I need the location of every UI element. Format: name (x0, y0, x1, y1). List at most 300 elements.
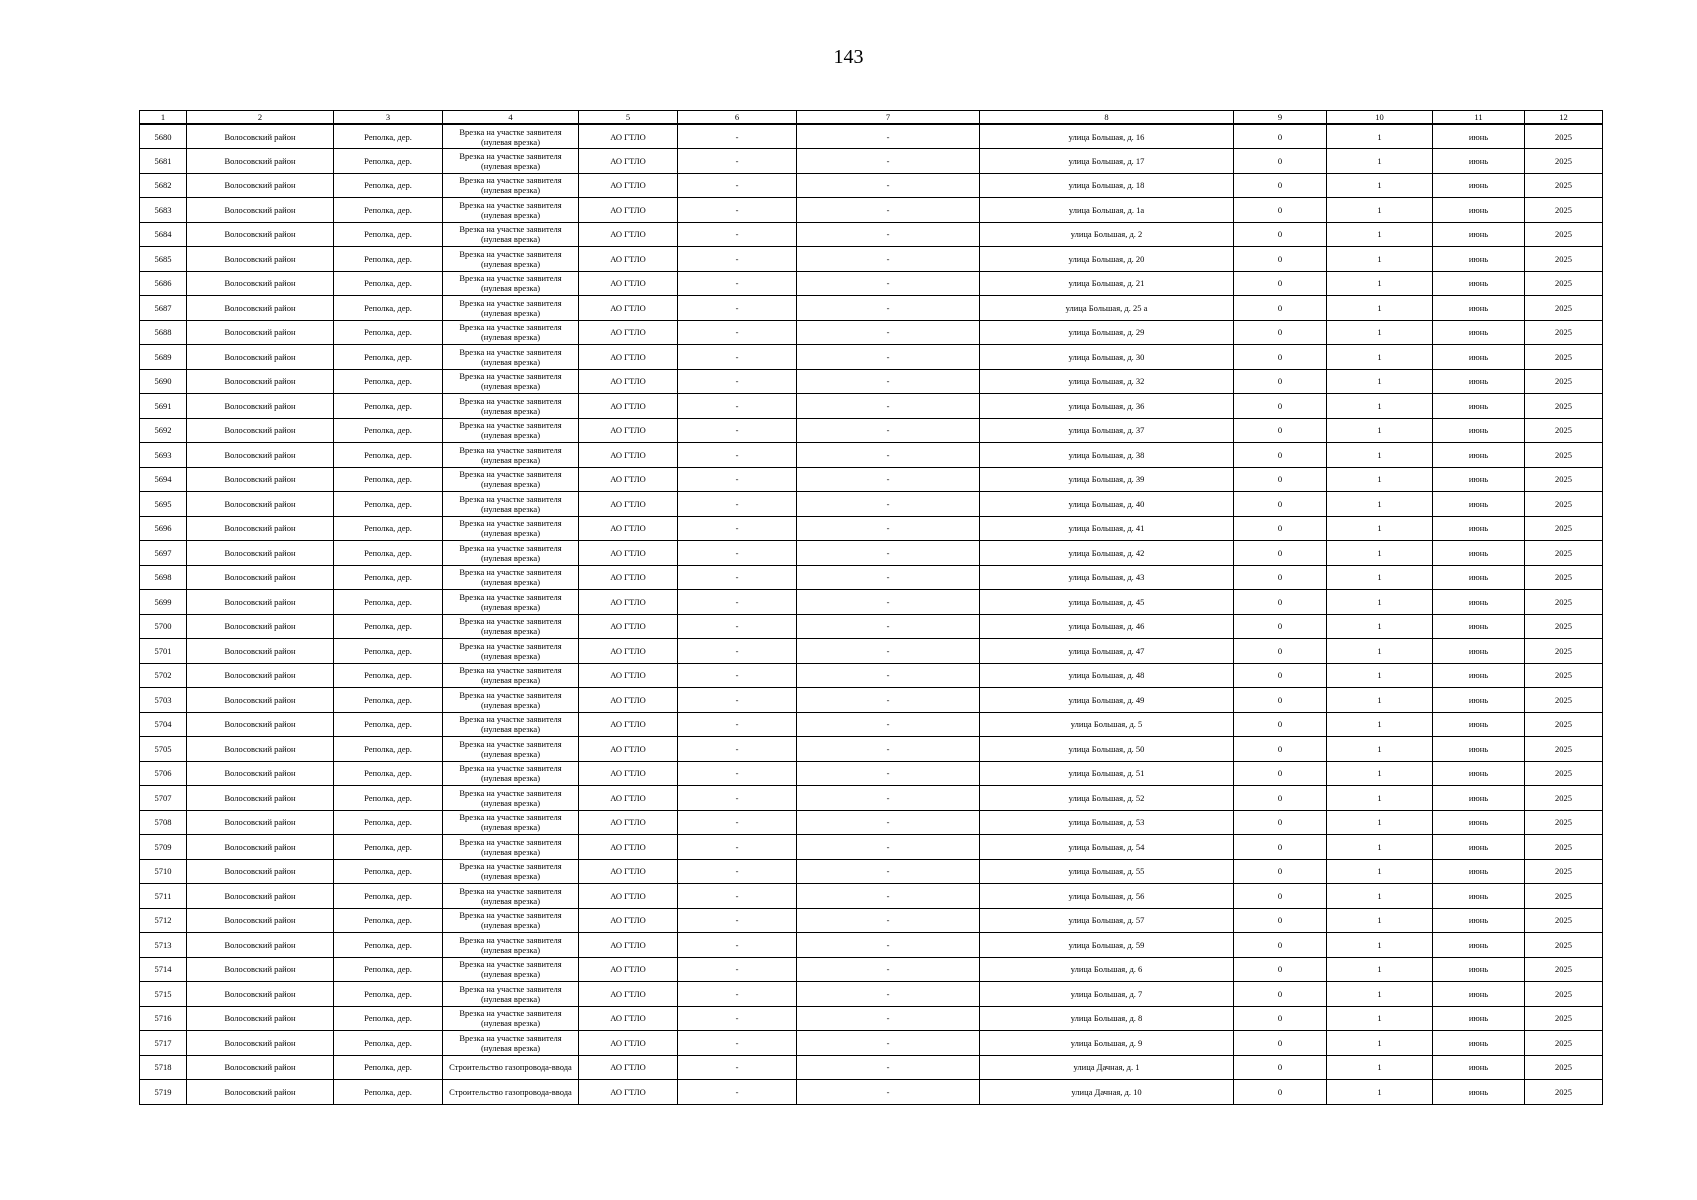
work-type-cell (443, 859, 579, 884)
locality-cell: Реполка, дер. (334, 565, 443, 590)
column-header: 9 (1234, 111, 1327, 125)
column-header: 8 (980, 111, 1234, 125)
month-cell: июнь (1433, 492, 1525, 517)
address-cell: улица Большая, д. 43 (980, 565, 1234, 590)
column-9-cell: 0 (1234, 1080, 1327, 1105)
year-cell: 2025 (1525, 908, 1603, 933)
work-type-cell (443, 443, 579, 468)
work-type-line: Врезка на участке заявителя (459, 812, 562, 823)
column-7-cell: - (797, 884, 980, 909)
work-type-line: (нулевая врезка) (480, 185, 541, 196)
month-cell: июнь (1433, 443, 1525, 468)
month-cell: июнь (1433, 467, 1525, 492)
organization-cell: АО ГТЛО (579, 712, 678, 737)
district-cell: Волосовский район (187, 247, 334, 272)
row-number-cell: 5709 (140, 835, 187, 860)
organization-cell: АО ГТЛО (579, 663, 678, 688)
work-type-line: Врезка на участке заявителя (459, 567, 562, 578)
column-6-cell: - (678, 443, 797, 468)
year-cell: 2025 (1525, 1006, 1603, 1031)
table-row (140, 908, 1603, 933)
year-cell: 2025 (1525, 614, 1603, 639)
district-cell: Волосовский район (187, 957, 334, 982)
column-9-cell: 0 (1234, 614, 1327, 639)
work-type-line: Врезка на участке заявителя (459, 322, 562, 333)
column-10-cell: 1 (1327, 1006, 1433, 1031)
table-row (140, 590, 1603, 615)
year-cell: 2025 (1525, 761, 1603, 786)
work-type-cell (443, 908, 579, 933)
organization-cell: АО ГТЛО (579, 516, 678, 541)
column-6-cell: - (678, 1006, 797, 1031)
row-number-cell: 5695 (140, 492, 187, 517)
work-type-line: Строительство газопровода-ввода (449, 1062, 572, 1073)
locality-cell: Реполка, дер. (334, 614, 443, 639)
header-row (140, 111, 1603, 125)
column-9-cell: 0 (1234, 173, 1327, 198)
organization-cell: АО ГТЛО (579, 443, 678, 468)
work-type-cell (443, 467, 579, 492)
locality-cell: Реполка, дер. (334, 516, 443, 541)
work-type-line: Врезка на участке заявителя (459, 542, 562, 553)
column-6-cell: - (678, 565, 797, 590)
column-6-cell: - (678, 173, 797, 198)
work-type-line: Врезка на участке заявителя (459, 640, 562, 651)
work-type-line: (нулевая врезка) (480, 748, 541, 759)
column-9-cell: 0 (1234, 908, 1327, 933)
address-cell: улица Большая, д. 47 (980, 639, 1234, 664)
district-cell: Волосовский район (187, 908, 334, 933)
row-number-cell: 5693 (140, 443, 187, 468)
district-cell: Волосовский район (187, 541, 334, 566)
table-row (140, 345, 1603, 370)
column-9-cell: 0 (1234, 590, 1327, 615)
work-type-cell (443, 835, 579, 860)
address-cell: улица Большая, д. 7 (980, 982, 1234, 1007)
column-10-cell: 1 (1327, 1080, 1433, 1105)
column-9-cell: 0 (1234, 1031, 1327, 1056)
column-6-cell: - (678, 492, 797, 517)
work-type-line: (нулевая врезка) (480, 724, 541, 735)
column-10-cell: 1 (1327, 884, 1433, 909)
column-7-cell: - (797, 173, 980, 198)
table-row (140, 1031, 1603, 1056)
column-10-cell: 1 (1327, 1031, 1433, 1056)
locality-cell: Реполка, дер. (334, 467, 443, 492)
column-6-cell: - (678, 688, 797, 713)
table-row (140, 1055, 1603, 1080)
column-9-cell: 0 (1234, 222, 1327, 247)
column-7-cell: - (797, 590, 980, 615)
table-row (140, 467, 1603, 492)
address-cell: улица Большая, д. 46 (980, 614, 1234, 639)
column-7-cell: - (797, 859, 980, 884)
address-cell: улица Большая, д. 51 (980, 761, 1234, 786)
work-type-cell (443, 1080, 579, 1105)
column-7-cell: - (797, 639, 980, 664)
address-cell: улица Большая, д. 40 (980, 492, 1234, 517)
work-type-cell (443, 565, 579, 590)
row-number-cell: 5700 (140, 614, 187, 639)
month-cell: июнь (1433, 173, 1525, 198)
row-number-cell: 5711 (140, 884, 187, 909)
district-cell: Волосовский район (187, 737, 334, 762)
row-number-cell: 5690 (140, 369, 187, 394)
column-9-cell: 0 (1234, 296, 1327, 321)
column-10-cell: 1 (1327, 345, 1433, 370)
column-9-cell: 0 (1234, 149, 1327, 174)
column-6-cell: - (678, 786, 797, 811)
work-type-cell (443, 345, 579, 370)
address-cell: улица Большая, д. 2 (980, 222, 1234, 247)
year-cell: 2025 (1525, 443, 1603, 468)
column-9-cell: 0 (1234, 957, 1327, 982)
month-cell: июнь (1433, 1031, 1525, 1056)
year-cell: 2025 (1525, 124, 1603, 149)
row-number-cell: 5687 (140, 296, 187, 321)
table-row (140, 198, 1603, 223)
address-cell: улица Большая, д. 45 (980, 590, 1234, 615)
year-cell: 2025 (1525, 786, 1603, 811)
work-type-cell (443, 590, 579, 615)
work-type-line: Врезка на участке заявителя (459, 616, 562, 627)
column-10-cell: 1 (1327, 957, 1433, 982)
address-cell: улица Большая, д. 17 (980, 149, 1234, 174)
table-row (140, 884, 1603, 909)
row-number-cell: 5706 (140, 761, 187, 786)
work-type-cell (443, 516, 579, 541)
column-10-cell: 1 (1327, 688, 1433, 713)
organization-cell: АО ГТЛО (579, 1055, 678, 1080)
month-cell: июнь (1433, 222, 1525, 247)
locality-cell: Реполка, дер. (334, 394, 443, 419)
work-type-line: (нулевая врезка) (480, 528, 541, 539)
column-10-cell: 1 (1327, 835, 1433, 860)
work-type-line: (нулевая врезка) (480, 356, 541, 367)
district-cell: Волосовский район (187, 688, 334, 713)
column-7-cell: - (797, 345, 980, 370)
locality-cell: Реполка, дер. (334, 1080, 443, 1105)
column-7-cell: - (797, 541, 980, 566)
column-9-cell: 0 (1234, 345, 1327, 370)
work-type-line: Врезка на участке заявителя (459, 346, 562, 357)
month-cell: июнь (1433, 516, 1525, 541)
row-number-cell: 5714 (140, 957, 187, 982)
month-cell: июнь (1433, 761, 1525, 786)
month-cell: июнь (1433, 418, 1525, 443)
organization-cell: АО ГТЛО (579, 933, 678, 958)
month-cell: июнь (1433, 810, 1525, 835)
column-10-cell: 1 (1327, 296, 1433, 321)
work-type-line: Врезка на участке заявителя (459, 738, 562, 749)
row-number-cell: 5717 (140, 1031, 187, 1056)
month-cell: июнь (1433, 320, 1525, 345)
locality-cell: Реполка, дер. (334, 737, 443, 762)
address-cell: улица Большая, д. 9 (980, 1031, 1234, 1056)
column-9-cell: 0 (1234, 516, 1327, 541)
work-type-line: (нулевая врезка) (480, 626, 541, 637)
district-cell: Волосовский район (187, 271, 334, 296)
year-cell: 2025 (1525, 345, 1603, 370)
locality-cell: Реполка, дер. (334, 957, 443, 982)
column-10-cell: 1 (1327, 933, 1433, 958)
work-type-cell (443, 982, 579, 1007)
address-cell: улица Большая, д. 16 (980, 124, 1234, 149)
locality-cell: Реполка, дер. (334, 345, 443, 370)
row-number-cell: 5716 (140, 1006, 187, 1031)
organization-cell: АО ГТЛО (579, 369, 678, 394)
column-6-cell: - (678, 198, 797, 223)
column-7-cell: - (797, 443, 980, 468)
row-number-cell: 5694 (140, 467, 187, 492)
column-7-cell: - (797, 957, 980, 982)
year-cell: 2025 (1525, 737, 1603, 762)
column-6-cell: - (678, 1055, 797, 1080)
column-7-cell: - (797, 982, 980, 1007)
column-9-cell: 0 (1234, 443, 1327, 468)
month-cell: июнь (1433, 1055, 1525, 1080)
table-row (140, 369, 1603, 394)
column-9-cell: 0 (1234, 541, 1327, 566)
work-type-cell (443, 810, 579, 835)
work-type-line: Врезка на участке заявителя (459, 175, 562, 186)
district-cell: Волосовский район (187, 516, 334, 541)
year-cell: 2025 (1525, 173, 1603, 198)
work-type-cell (443, 418, 579, 443)
district-cell: Волосовский район (187, 1006, 334, 1031)
year-cell: 2025 (1525, 198, 1603, 223)
column-10-cell: 1 (1327, 663, 1433, 688)
column-6-cell: - (678, 737, 797, 762)
work-type-line: Врезка на участке заявителя (459, 959, 562, 970)
row-number-cell: 5708 (140, 810, 187, 835)
work-type-cell (443, 614, 579, 639)
column-header: 7 (797, 111, 980, 125)
work-type-cell (443, 1055, 579, 1080)
column-10-cell: 1 (1327, 810, 1433, 835)
row-number-cell: 5684 (140, 222, 187, 247)
locality-cell: Реполка, дер. (334, 1031, 443, 1056)
month-cell: июнь (1433, 1080, 1525, 1105)
work-type-line: Врезка на участке заявителя (459, 983, 562, 994)
district-cell: Волосовский район (187, 467, 334, 492)
month-cell: июнь (1433, 271, 1525, 296)
work-type-cell (443, 492, 579, 517)
column-10-cell: 1 (1327, 908, 1433, 933)
work-type-line: Врезка на участке заявителя (459, 1008, 562, 1019)
district-cell: Волосовский район (187, 663, 334, 688)
work-type-line: (нулевая врезка) (480, 258, 541, 269)
column-9-cell: 0 (1234, 810, 1327, 835)
column-6-cell: - (678, 933, 797, 958)
row-number-cell: 5712 (140, 908, 187, 933)
address-cell: улица Большая, д. 48 (980, 663, 1234, 688)
row-number-cell: 5692 (140, 418, 187, 443)
work-type-line: (нулевая врезка) (480, 699, 541, 710)
column-6-cell: - (678, 1080, 797, 1105)
column-10-cell: 1 (1327, 614, 1433, 639)
district-cell: Волосовский район (187, 345, 334, 370)
work-type-line: (нулевая врезка) (480, 920, 541, 931)
column-7-cell: - (797, 369, 980, 394)
year-cell: 2025 (1525, 859, 1603, 884)
address-cell: улица Большая, д. 18 (980, 173, 1234, 198)
page-number: 143 (833, 46, 864, 68)
organization-cell: АО ГТЛО (579, 198, 678, 223)
row-number-cell: 5719 (140, 1080, 187, 1105)
address-cell: улица Большая, д. 37 (980, 418, 1234, 443)
month-cell: июнь (1433, 124, 1525, 149)
work-type-cell (443, 1031, 579, 1056)
row-number-cell: 5705 (140, 737, 187, 762)
month-cell: июнь (1433, 541, 1525, 566)
locality-cell: Реполка, дер. (334, 884, 443, 909)
month-cell: июнь (1433, 908, 1525, 933)
table-body (140, 124, 1603, 1104)
year-cell: 2025 (1525, 247, 1603, 272)
row-number-cell: 5704 (140, 712, 187, 737)
table-row (140, 859, 1603, 884)
locality-cell: Реполка, дер. (334, 590, 443, 615)
work-type-line: Врезка на участке заявителя (459, 420, 562, 431)
row-number-cell: 5710 (140, 859, 187, 884)
organization-cell: АО ГТЛО (579, 271, 678, 296)
work-type-line: Врезка на участке заявителя (459, 861, 562, 872)
row-number-cell: 5689 (140, 345, 187, 370)
month-cell: июнь (1433, 835, 1525, 860)
column-6-cell: - (678, 982, 797, 1007)
column-7-cell: - (797, 516, 980, 541)
work-type-line: Врезка на участке заявителя (459, 126, 562, 137)
column-7-cell: - (797, 786, 980, 811)
organization-cell: АО ГТЛО (579, 394, 678, 419)
district-cell: Волосовский район (187, 982, 334, 1007)
locality-cell: Реполка, дер. (334, 859, 443, 884)
column-9-cell: 0 (1234, 467, 1327, 492)
row-number-cell: 5691 (140, 394, 187, 419)
organization-cell: АО ГТЛО (579, 320, 678, 345)
table-row (140, 810, 1603, 835)
month-cell: июнь (1433, 639, 1525, 664)
row-number-cell: 5699 (140, 590, 187, 615)
column-9-cell: 0 (1234, 712, 1327, 737)
row-number-cell: 5715 (140, 982, 187, 1007)
work-type-line: Врезка на участке заявителя (459, 493, 562, 504)
work-type-line: Врезка на участке заявителя (459, 444, 562, 455)
district-cell: Волосовский район (187, 590, 334, 615)
organization-cell: АО ГТЛО (579, 761, 678, 786)
work-type-line: Врезка на участке заявителя (459, 934, 562, 945)
row-number-cell: 5686 (140, 271, 187, 296)
row-number-cell: 5697 (140, 541, 187, 566)
organization-cell: АО ГТЛО (579, 786, 678, 811)
organization-cell: АО ГТЛО (579, 492, 678, 517)
month-cell: июнь (1433, 859, 1525, 884)
district-cell: Волосовский район (187, 418, 334, 443)
year-cell: 2025 (1525, 1080, 1603, 1105)
year-cell: 2025 (1525, 957, 1603, 982)
locality-cell: Реполка, дер. (334, 271, 443, 296)
district-cell: Волосовский район (187, 222, 334, 247)
column-6-cell: - (678, 296, 797, 321)
year-cell: 2025 (1525, 884, 1603, 909)
organization-cell: АО ГТЛО (579, 859, 678, 884)
column-10-cell: 1 (1327, 149, 1433, 174)
year-cell: 2025 (1525, 394, 1603, 419)
table-row (140, 761, 1603, 786)
year-cell: 2025 (1525, 467, 1603, 492)
locality-cell: Реполка, дер. (334, 835, 443, 860)
column-10-cell: 1 (1327, 737, 1433, 762)
work-type-line: (нулевая врезка) (480, 1018, 541, 1029)
address-cell: улица Большая, д. 21 (980, 271, 1234, 296)
column-9-cell: 0 (1234, 982, 1327, 1007)
district-cell: Волосовский район (187, 835, 334, 860)
address-cell: улица Большая, д. 56 (980, 884, 1234, 909)
year-cell: 2025 (1525, 296, 1603, 321)
year-cell: 2025 (1525, 271, 1603, 296)
column-7-cell: - (797, 1006, 980, 1031)
row-number-cell: 5681 (140, 149, 187, 174)
district-cell: Волосовский район (187, 149, 334, 174)
column-10-cell: 1 (1327, 443, 1433, 468)
work-type-cell (443, 124, 579, 149)
work-type-line: (нулевая врезка) (480, 381, 541, 392)
column-6-cell: - (678, 222, 797, 247)
column-9-cell: 0 (1234, 835, 1327, 860)
column-7-cell: - (797, 1031, 980, 1056)
organization-cell: АО ГТЛО (579, 247, 678, 272)
district-cell: Волосовский район (187, 565, 334, 590)
column-6-cell: - (678, 320, 797, 345)
district-cell: Волосовский район (187, 1080, 334, 1105)
table-row (140, 271, 1603, 296)
column-10-cell: 1 (1327, 198, 1433, 223)
locality-cell: Реполка, дер. (334, 908, 443, 933)
column-7-cell: - (797, 614, 980, 639)
month-cell: июнь (1433, 737, 1525, 762)
table-row (140, 786, 1603, 811)
work-type-cell (443, 296, 579, 321)
work-type-line: (нулевая врезка) (480, 675, 541, 686)
column-9-cell: 0 (1234, 247, 1327, 272)
district-cell: Волосовский район (187, 443, 334, 468)
address-cell: улица Большая, д. 32 (980, 369, 1234, 394)
locality-cell: Реполка, дер. (334, 1055, 443, 1080)
column-header: 12 (1525, 111, 1603, 125)
month-cell: июнь (1433, 933, 1525, 958)
address-cell: улица Большая, д. 53 (980, 810, 1234, 835)
locality-cell: Реполка, дер. (334, 320, 443, 345)
column-10-cell: 1 (1327, 590, 1433, 615)
address-cell: улица Большая, д. 29 (980, 320, 1234, 345)
column-9-cell: 0 (1234, 271, 1327, 296)
work-type-cell (443, 786, 579, 811)
table-row (140, 492, 1603, 517)
table-row (140, 1080, 1603, 1105)
locality-cell: Реполка, дер. (334, 663, 443, 688)
work-type-line: Врезка на участке заявителя (459, 224, 562, 235)
column-9-cell: 0 (1234, 1055, 1327, 1080)
table-row (140, 124, 1603, 149)
column-6-cell: - (678, 271, 797, 296)
district-cell: Волосовский район (187, 1055, 334, 1080)
column-header: 4 (443, 111, 579, 125)
locality-cell: Реполка, дер. (334, 418, 443, 443)
work-type-line: Врезка на участке заявителя (459, 248, 562, 259)
row-number-cell: 5696 (140, 516, 187, 541)
column-10-cell: 1 (1327, 492, 1433, 517)
